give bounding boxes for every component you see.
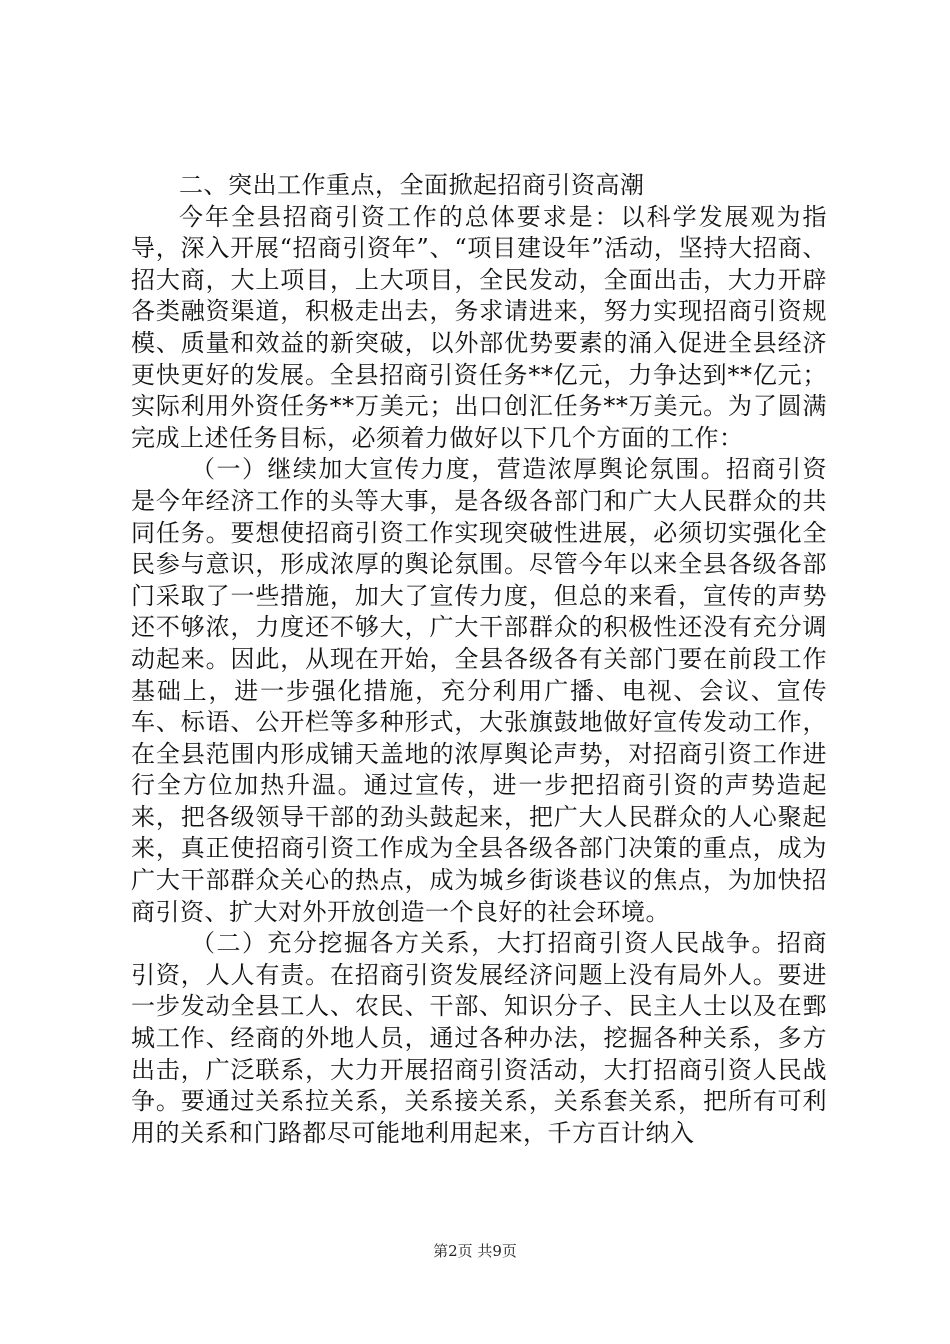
document-body [131,170,827,1149]
section-heading: 二、突出工作重点，全面掀起招商引资高潮 [179,171,645,199]
paragraph-item-2: （二）充分挖掘各方关系，大打招商引资人民战争。招商引资，人人有责。在招商引资发展经济问题上没有局外人。要进一步发动全县工人、农民、干部、知识分子、民主人士以及在鄄城工作、经商的外地人员，通过各种办法，挖掘各种关系，多方出击，广泛联系，大力开展招商引资活动，大打招商引资人民战争。要通过关系拉关系，关系接关系，关系套关系，把所有可利用的关系和门路都尽可能地利用起来，千方百计纳入 [131,929,827,1147]
page-number-footer: 第2页 共9页 [433,1242,517,1260]
paragraph-item-1: （一）继续加大宣传力度，营造浓厚舆论氛围。招商引资是今年经济工作的头等大事，是各级各部门和广大人民群众的共同任务。要想使招商引资工作实现突破性进展，必须切实强化全民参与意识，形成浓厚的舆论氛围。尽管今年以来全县各级各部门采取了一些措施，加大了宣传力度，但总的来看，宣传的声势还不够浓，力度还不够大，广大干部群众的积极性还没有充分调动起来。因此，从现在开始，全县各级各有关部门要在前段工作基础上，进一步强化措施，充分利用广播、电视、会议、宣传车、标语、公开栏等多种形式，大张旗鼓地做好宣传发动工作，在全县范围内形成铺天盖地的浓厚舆论声势，对招商引资工作进行全方位加热升温。通过宣传，进一步把招商引资的声势造起来，把各级领导干部的劲头鼓起来，把广大人民群众的人心聚起来，真正使招商引资工作成为全县各级各部门决策的重点，成为广大干部群众关心的热点，成为城乡街谈巷议的焦点，为加快招商引资、扩大对外开放创造一个良好的社会环境。 [131,455,827,926]
paragraph-overview: 今年全县招商引资工作的总体要求是：以科学发展观为指导，深入开展“招商引资年”、“项目建设年”活动，坚持大招商、招大商，大上项目，上大项目，全民发动，全面出击，大力开辟各类融资渠道，积极走出去，务求请进来，努力实现招商引资规模、质量和效益的新突破，以外部优势要素的涌入促进全县经济更快更好的发展。全县招商引资任务**亿元，力争达到**亿元；实际利用外资任务**万美元；出口创汇任务**万美元。为了圆满完成上述任务目标，必须着力做好以下几个方面的工作： [131,202,827,452]
